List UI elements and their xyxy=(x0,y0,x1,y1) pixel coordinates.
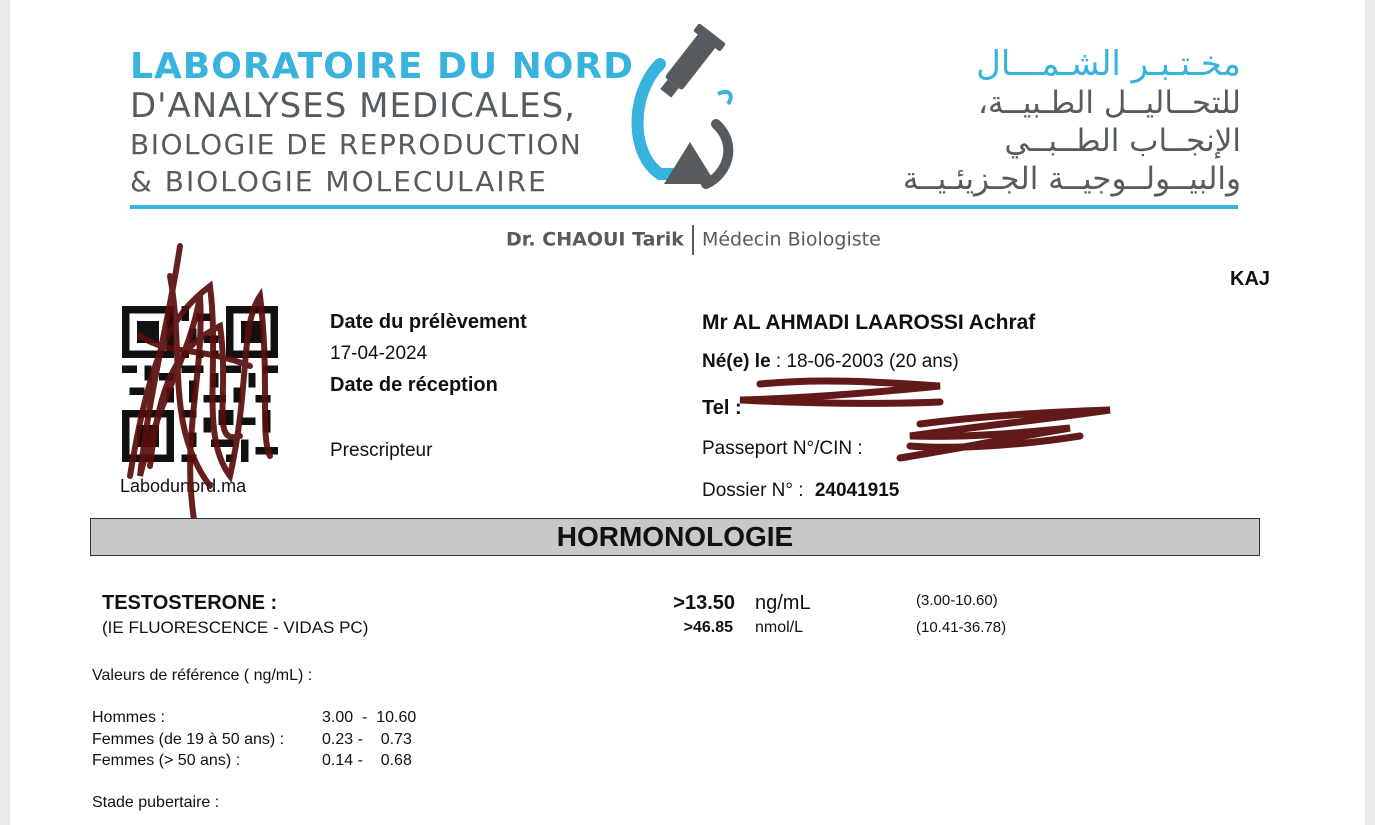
birth-value: : 18-06-2003 (20 ans) xyxy=(775,351,959,372)
doctor-name: Dr. CHAOUI Tarik xyxy=(506,228,684,251)
report-code: KAJ xyxy=(1230,268,1271,290)
website-caption: Labodunord.ma xyxy=(120,476,247,496)
test-value-secondary: >46.85 xyxy=(683,619,733,636)
doctor-title: Médecin Biologiste xyxy=(701,228,881,251)
reference-label: Femmes (de 19 à 50 ans) : xyxy=(92,731,285,748)
reference-label: Femmes (> 50 ans) : xyxy=(92,752,241,769)
test-reference-secondary: (10.41-36.78) xyxy=(916,619,1007,636)
dossier-number: 24041915 xyxy=(814,480,900,501)
redaction-scribble xyxy=(700,370,1120,480)
redaction-scribble xyxy=(110,236,290,536)
doctor-line xyxy=(506,225,881,255)
report-page xyxy=(10,0,1365,825)
lab-name-line: & BIOLOGIE MOLECULAIRE xyxy=(130,165,548,198)
collection-date-label: Date du prélèvement xyxy=(330,311,527,333)
lab-name-fr xyxy=(130,48,634,200)
lab-name-line: D'ANALYSES MEDICALES, xyxy=(130,86,576,126)
patient-name: Mr AL AHMADI LAAROSSI Achraf xyxy=(702,311,1036,334)
phone-label: Tel : xyxy=(702,397,742,419)
lab-name-line: BIOLOGIE DE REPRODUCTION xyxy=(130,128,583,161)
dossier-label: Dossier N° : xyxy=(702,480,804,501)
lab-name-ar-line: للتحــاليــل الطـبيــة، xyxy=(977,85,1241,121)
collection-date: 17-04-2024 xyxy=(330,343,428,364)
header-divider xyxy=(130,205,1238,209)
test-value-primary: >13.50 xyxy=(673,592,735,614)
lab-name-ar xyxy=(903,44,1241,198)
passport-label: Passeport N°/CIN : xyxy=(702,438,863,459)
lab-name-line: LABORATOIRE DU NORD xyxy=(130,46,635,87)
reception-date-label: Date de réception xyxy=(330,374,498,396)
test-unit-secondary: nmol/L xyxy=(755,619,804,636)
dossier-line xyxy=(702,480,899,502)
lab-name-ar-line: والبيــولــوجيــة الجـزيئـيــة xyxy=(902,161,1241,197)
reference-value: 0.23 - 0.73 xyxy=(322,731,412,748)
birth-label: Né(e) le xyxy=(702,351,771,372)
doctor-separator xyxy=(692,225,694,255)
prescriber-label: Prescripteur xyxy=(330,440,433,461)
test-reference-primary: (3.00-10.60) xyxy=(916,592,998,609)
microscope-icon xyxy=(620,24,750,196)
reference-title: Valeurs de référence ( ng/mL) : xyxy=(92,667,313,684)
lab-name-ar-line: مخـتـبـر الشـمـــال xyxy=(976,44,1241,84)
test-unit-primary: ng/mL xyxy=(755,592,811,614)
test-name: TESTOSTERONE : xyxy=(102,592,278,614)
pubertal-label: Stade pubertaire : xyxy=(92,794,220,811)
lab-name-ar-line: الإنجــاب الطــبــي xyxy=(1004,123,1241,159)
section-header: HORMONOLOGIE xyxy=(90,518,1260,556)
reference-value: 0.14 - 0.68 xyxy=(322,752,412,769)
test-method: (IE FLUORESCENCE - VIDAS PC) xyxy=(102,618,369,637)
reference-value: 3.00 - 10.60 xyxy=(322,709,417,726)
reference-label: Hommes : xyxy=(92,709,165,726)
